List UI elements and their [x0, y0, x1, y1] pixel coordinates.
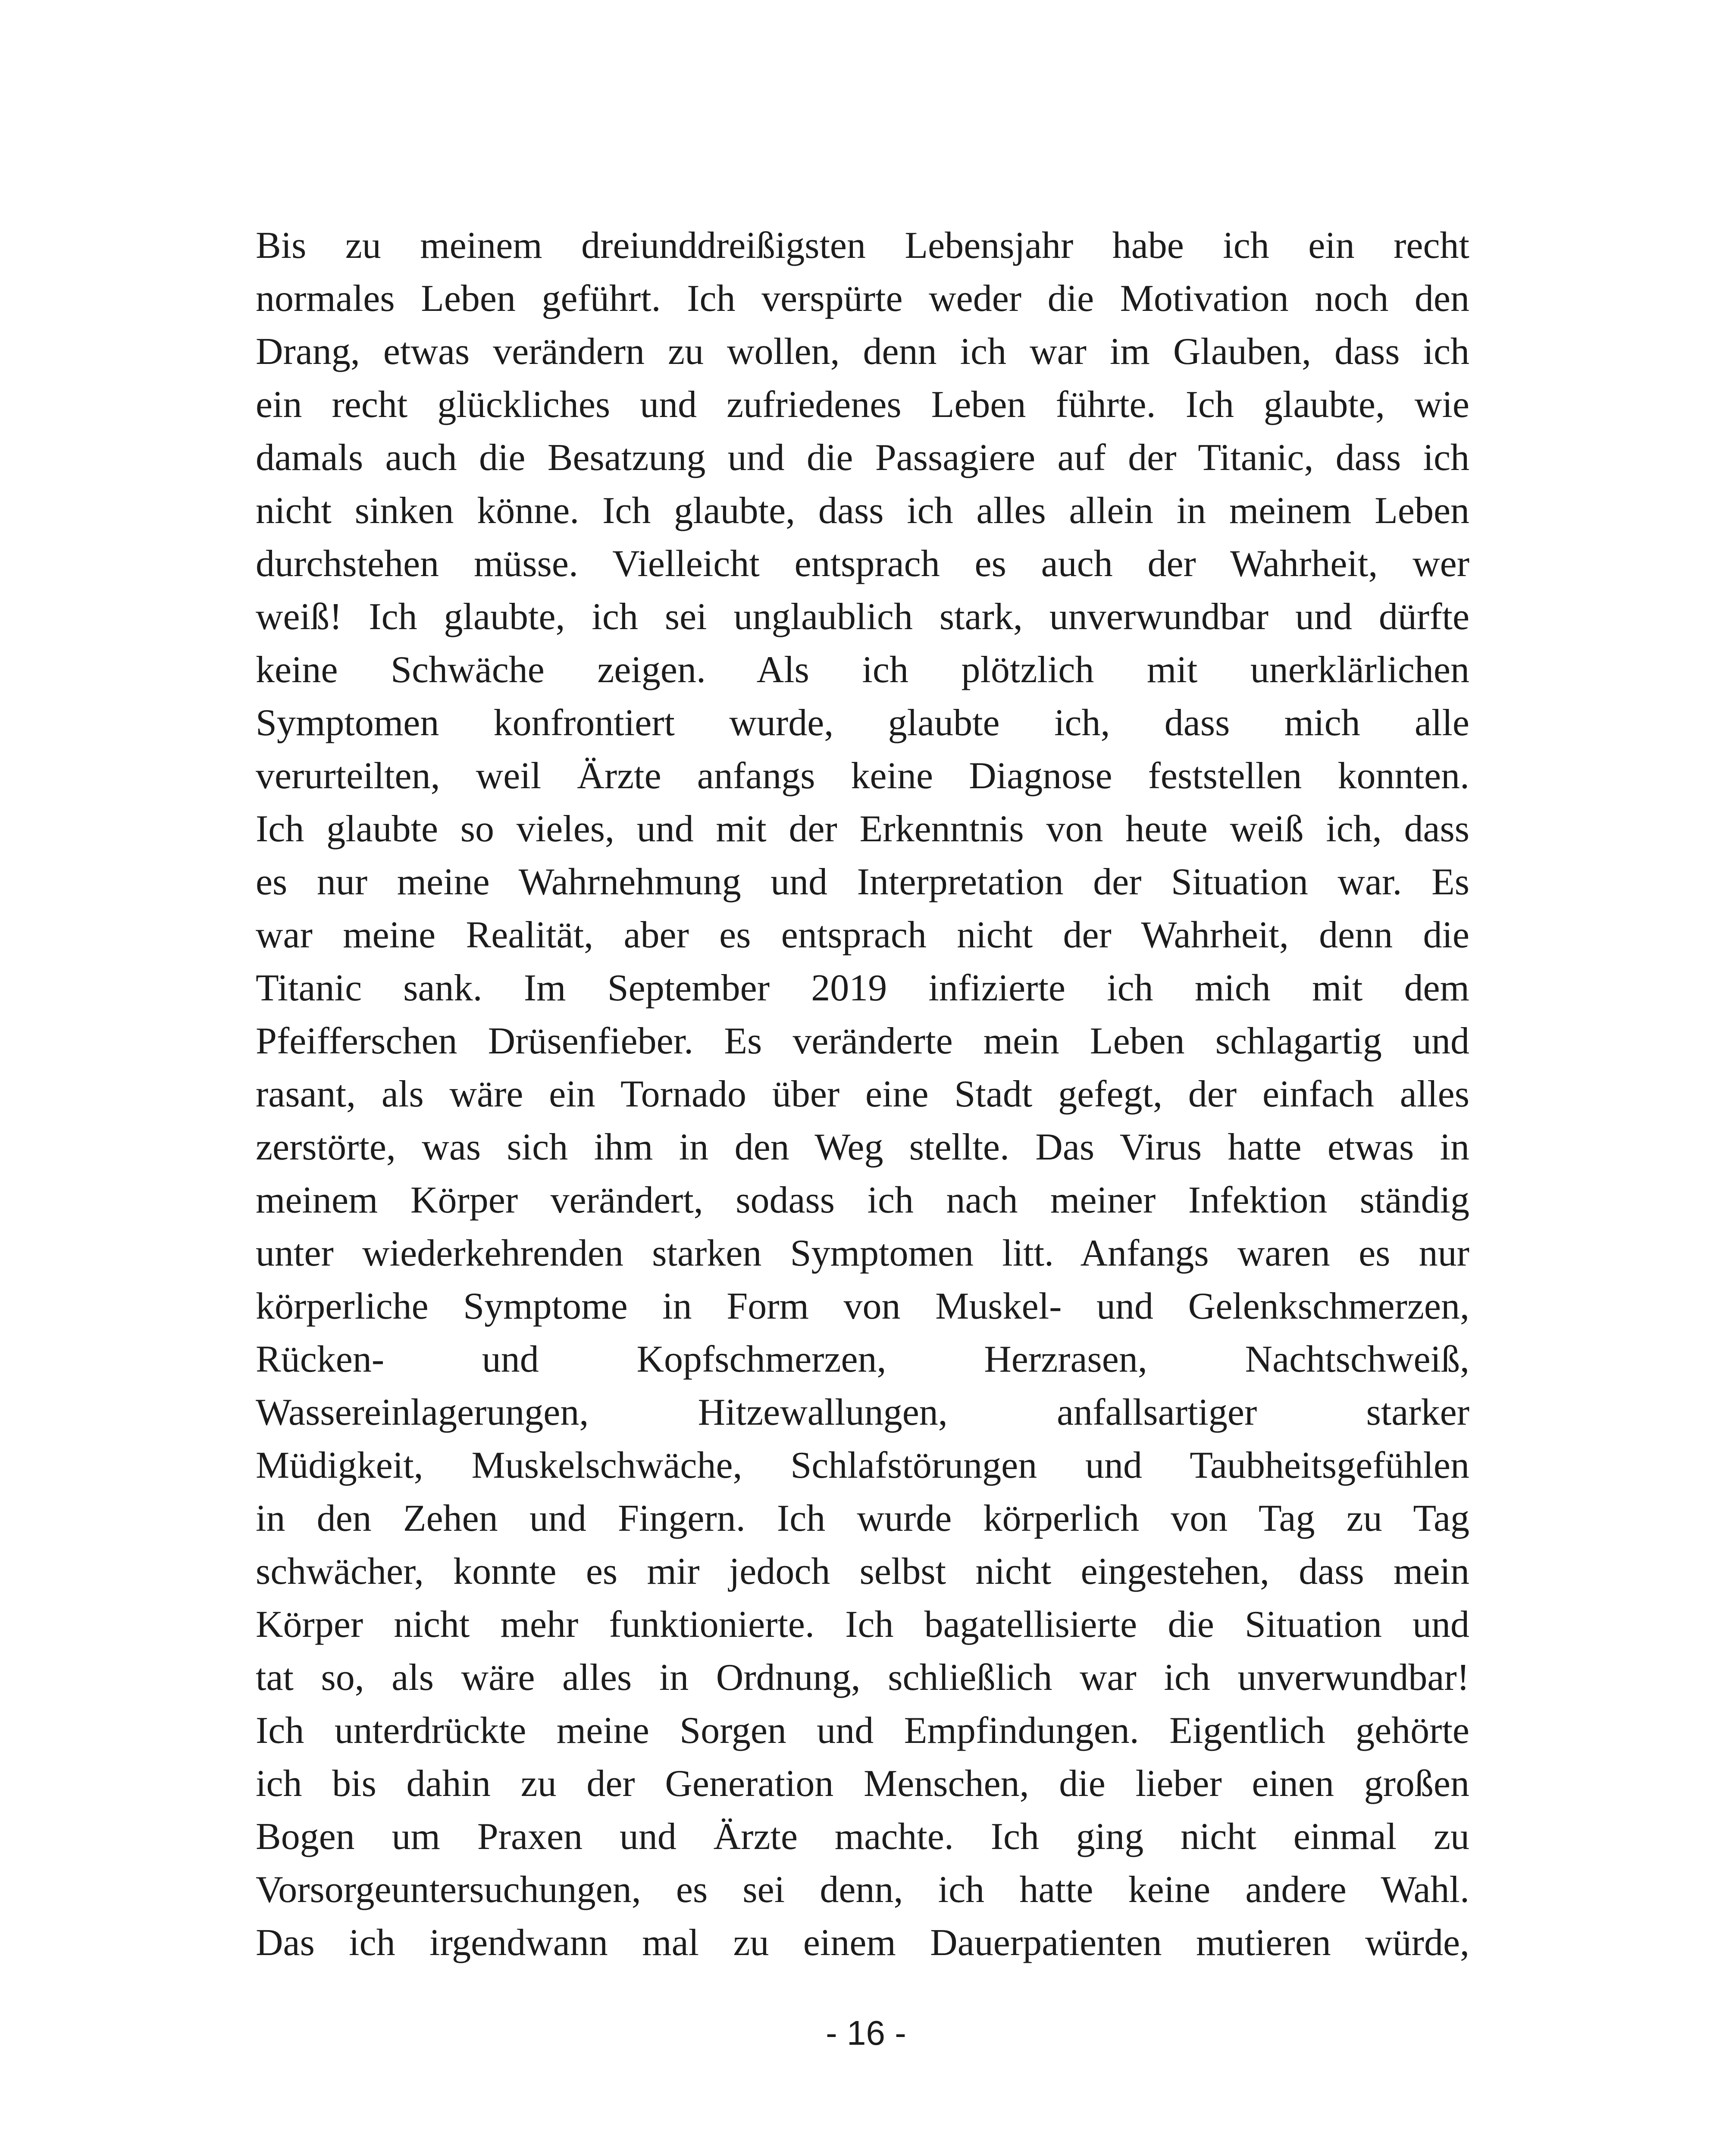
- text-line: keine Schwäche zeigen. Als ich plötzlich mit unerklärlichen: [256, 649, 1469, 691]
- text-line: körperliche Symptome in Form von Muskel- und Gelenkschmerzen,: [256, 1285, 1469, 1327]
- text-line: verurteilten, weil Ärzte anfangs keine Diagnose feststellen konnten.: [256, 755, 1469, 797]
- page-number: - 16 -: [826, 2014, 906, 2052]
- text-line: Bogen um Praxen und Ärzte machte. Ich ging nicht einmal zu: [256, 1816, 1469, 1858]
- text-line: Pfeifferschen Drüsenfieber. Es veränderte mein Leben schlagartig und: [256, 1020, 1469, 1062]
- text-line: Rücken- und Kopfschmerzen, Herzrasen, Nachtschweiß,: [256, 1338, 1469, 1380]
- text-line: ein recht glückliches und zufriedenes Leben führte. Ich glaubte, wie: [256, 384, 1469, 426]
- text-line: Ich glaubte so vieles, und mit der Erkenntnis von heute weiß ich, dass: [256, 808, 1469, 850]
- text-line: normales Leben geführt. Ich verspürte weder die Motivation noch den: [256, 278, 1469, 320]
- text-line: Titanic sank. Im September 2019 infizierte ich mich mit dem: [256, 967, 1469, 1009]
- text-line: rasant, als wäre ein Tornado über eine Stadt gefegt, der einfach alles: [256, 1073, 1469, 1115]
- text-line: es nur meine Wahrnehmung und Interpretation der Situation war. Es: [256, 861, 1469, 903]
- text-line: damals auch die Besatzung und die Passagiere auf der Titanic, dass ich: [256, 437, 1469, 479]
- text-line: schwächer, konnte es mir jedoch selbst nicht eingestehen, dass mein: [256, 1551, 1469, 1592]
- text-line: zerstörte, was sich ihm in den Weg stellte. Das Virus hatte etwas in: [256, 1126, 1469, 1168]
- body-text: [256, 219, 1469, 1969]
- text-line: Ich unterdrückte meine Sorgen und Empfindungen. Eigentlich gehörte: [256, 1710, 1469, 1752]
- text-line: unter wiederkehrenden starken Symptomen litt. Anfangs waren es nur: [256, 1232, 1469, 1274]
- text-line: Vorsorgeuntersuchungen, es sei denn, ich hatte keine andere Wahl.: [256, 1869, 1469, 1911]
- text-line: in den Zehen und Fingern. Ich wurde körperlich von Tag zu Tag: [256, 1498, 1469, 1539]
- text-line: ich bis dahin zu der Generation Menschen, die lieber einen großen: [256, 1763, 1469, 1805]
- text-line: war meine Realität, aber es entsprach nicht der Wahrheit, denn die: [256, 914, 1469, 956]
- text-line: Drang, etwas verändern zu wollen, denn ich war im Glauben, dass ich: [256, 331, 1469, 373]
- text-line: Müdigkeit, Muskelschwäche, Schlafstörungen und Taubheitsgefühlen: [256, 1445, 1469, 1486]
- text-line: nicht sinken könne. Ich glaubte, dass ich alles allein in meinem Leben: [256, 490, 1469, 532]
- text-line: tat so, als wäre alles in Ordnung, schließlich war ich unverwundbar!: [256, 1657, 1469, 1698]
- text-line: durchstehen müsse. Vielleicht entsprach es auch der Wahrheit, wer: [256, 543, 1469, 585]
- text-line: Symptomen konfrontiert wurde, glaubte ich, dass mich alle: [256, 702, 1469, 744]
- text-line: Bis zu meinem dreiunddreißigsten Lebensjahr habe ich ein recht: [256, 225, 1469, 266]
- text-line: Körper nicht mehr funktionierte. Ich bagatellisierte die Situation und: [256, 1604, 1469, 1645]
- text-line: Das ich irgendwann mal zu einem Dauerpatienten mutieren würde,: [256, 1922, 1469, 1964]
- text-line: meinem Körper verändert, sodass ich nach meiner Infektion ständig: [256, 1179, 1469, 1221]
- text-line: Wassereinlagerungen, Hitzewallungen, anfallsartiger starker: [256, 1391, 1469, 1433]
- text-line: weiß! Ich glaubte, ich sei unglaublich stark, unverwundbar und dürfte: [256, 596, 1469, 638]
